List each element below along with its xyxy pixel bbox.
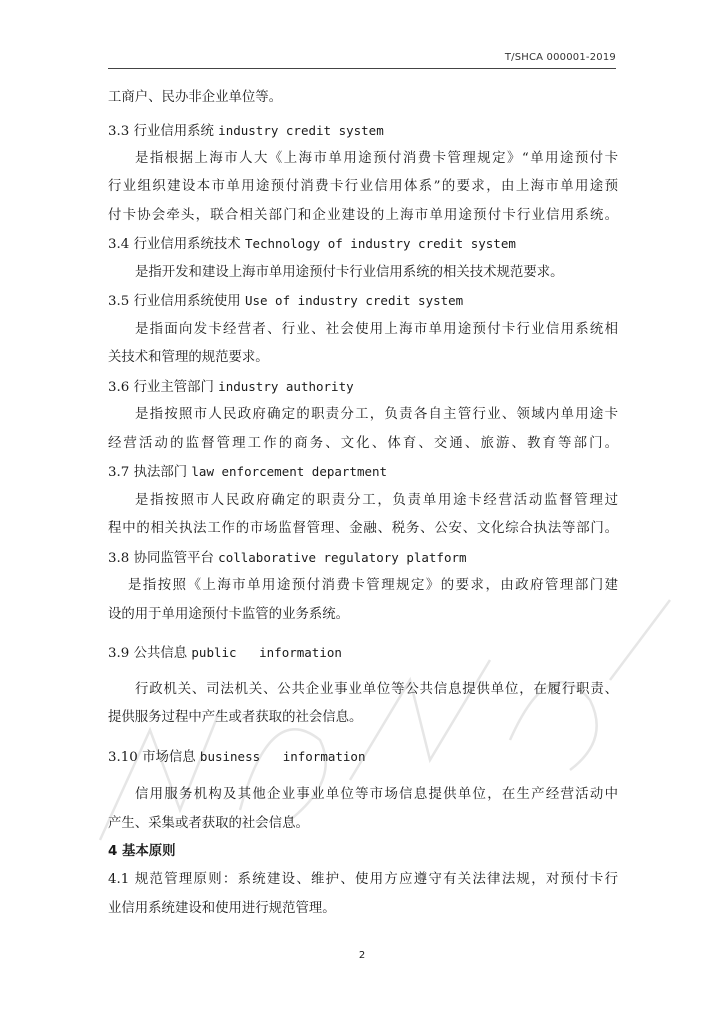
section-heading-3-10 — [108, 747, 366, 768]
section-title-en: Technology of industry credit system — [244, 236, 516, 251]
text-line: 行政机关、司法机关、公共企业事业单位等公共信息提供单位，在履行职责、 — [135, 682, 618, 697]
section-heading-3-3 — [108, 121, 384, 142]
section-title: 行业主管部门 — [133, 380, 214, 395]
text-line: 程中的相关执法工作的市场监督管理、金融、税务、公安、文化综合执法等部门。 — [108, 521, 618, 536]
text-line: 是指按照市人民政府确定的职责分工，负责各自主管行业、领域内单用途卡 — [135, 407, 618, 422]
section-title-en: public information — [191, 645, 342, 660]
section-number: 3.9 — [108, 646, 130, 661]
header-rule — [108, 68, 616, 69]
section-number: 3.4 — [108, 237, 130, 252]
section-title-en: Use of industry credit system — [244, 293, 464, 308]
text-line: 关技术和管理的规范要求。 — [108, 350, 269, 365]
section-title-en: industry credit system — [218, 123, 384, 138]
section-title: 协同监管平台 — [133, 551, 214, 566]
section-title-en: industry authority — [218, 379, 354, 394]
text-line: 付卡协会牵头，联合相关部门和企业建设的上海市单用途预付卡行业信用系统。 — [108, 208, 618, 223]
text-line: 是指按照《上海市单用途预付消费卡管理规定》的要求，由政府管理部门建 — [128, 578, 618, 593]
text-line: 业信用系统建设和使用进行规范管理。 — [108, 901, 336, 916]
section-number: 3.7 — [108, 465, 130, 480]
chapter-heading: 4 基本原则 — [108, 844, 176, 859]
text-line: 工商户、民办非企业单位等。 — [108, 90, 283, 105]
text-line: 是指开发和建设上海市单用途预付卡行业信用系统的相关技术规范要求。 — [135, 265, 564, 280]
text-line: 4.1 规范管理原则：系统建设、维护、使用方应遵守有关法律法规，对预付卡行 — [108, 872, 618, 887]
page-number: 2 — [358, 950, 366, 961]
section-number: 3.3 — [108, 124, 130, 139]
text-line: 是指根据上海市人大《上海市单用途预付消费卡管理规定》“单用途预付卡 — [135, 151, 618, 166]
section-heading-3-4 — [108, 234, 516, 255]
text-line: 是指面向发卡经营者、行业、社会使用上海市单用途预付卡行业信用系统相 — [135, 322, 618, 337]
section-title: 行业信用系统技术 — [133, 237, 241, 252]
section-title-en: collaborative regulatory platform — [218, 550, 467, 565]
section-heading-3-8 — [108, 548, 467, 569]
section-heading-3-7 — [108, 462, 387, 483]
text-line: 设的用于单用途预付卡监管的业务系统。 — [108, 607, 350, 622]
section-heading-3-9 — [108, 643, 342, 664]
section-number: 3.6 — [108, 380, 130, 395]
text-line: 行业组织建设本市单用途预付消费卡行业信用体系”的要求，由上海市单用途预 — [108, 179, 618, 194]
section-title-en: business information — [199, 749, 366, 764]
section-title: 执法部门 — [133, 465, 188, 480]
text-line: 产生、采集或者获取的社会信息。 — [108, 816, 309, 831]
text-line: 提供服务过程中产生或者获取的社会信息。 — [108, 710, 363, 725]
section-title-en: law enforcement department — [191, 464, 388, 479]
text-line: 信用服务机构及其他企业事业单位等市场信息提供单位，在生产经营活动中 — [135, 787, 618, 802]
section-number: 3.5 — [108, 294, 130, 309]
document-code: T/SHCA 000001-2019 — [504, 52, 616, 63]
section-heading-3-5 — [108, 291, 463, 312]
text-line: 是指按照市人民政府确定的职责分工，负责单用途卡经营活动监督管理过 — [135, 493, 618, 508]
section-title: 行业信用系统使用 — [133, 294, 241, 309]
section-number: 3.8 — [108, 551, 130, 566]
section-number: 3.10 — [108, 750, 138, 765]
section-heading-3-6 — [108, 377, 354, 398]
section-title: 市场信息 — [142, 750, 196, 765]
text-line: 经营活动的监督管理工作的商务、文化、体育、交通、旅游、教育等部门。 — [108, 436, 618, 451]
section-title: 公共信息 — [133, 646, 188, 661]
section-title: 行业信用系统 — [133, 124, 214, 139]
